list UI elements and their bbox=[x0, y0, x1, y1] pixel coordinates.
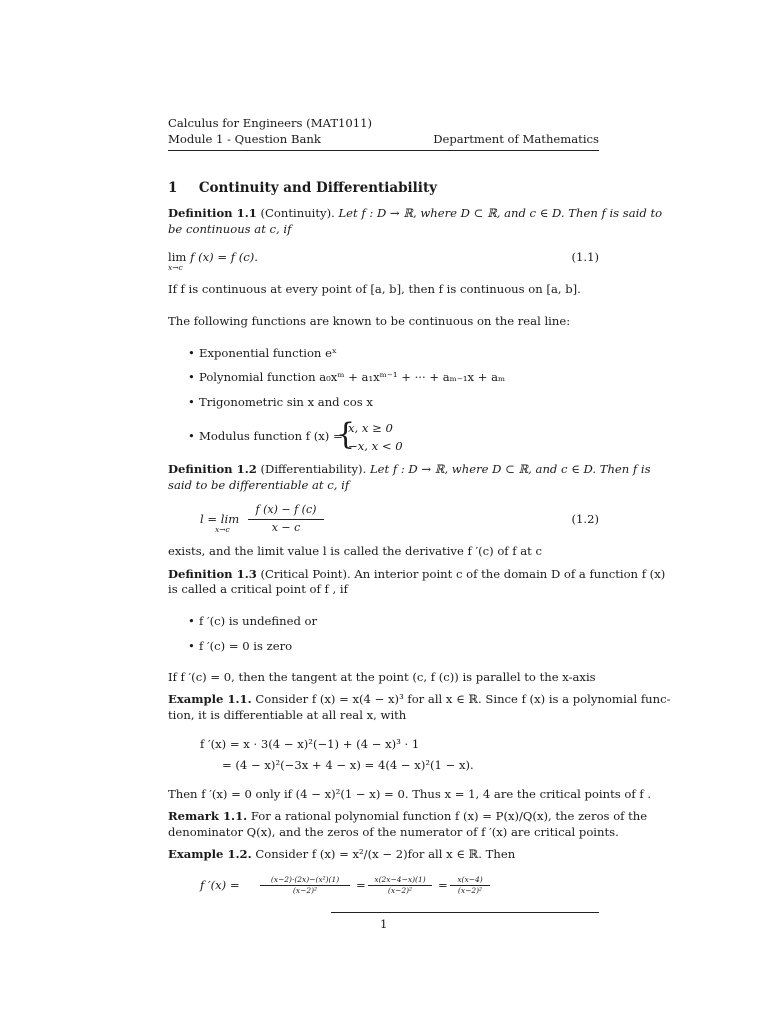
bullet-modulus-label: Modulus function f (x) = bbox=[199, 429, 343, 443]
def13-line1 bbox=[168, 567, 665, 581]
ex12-frac3-num: x(x−4) bbox=[457, 875, 483, 884]
def11-intro: The following functions are known to be continuous on the real line: bbox=[168, 314, 571, 328]
eq12-denominator: x − c bbox=[271, 521, 301, 534]
def11-line1 bbox=[168, 206, 662, 220]
eq12-sub: x→c bbox=[215, 525, 230, 534]
page-number: 1 bbox=[380, 917, 388, 931]
def13-bullet2: f ′(c) = 0 is zero bbox=[199, 639, 293, 653]
ex12-eq-sign: = bbox=[438, 878, 448, 892]
eq11-lim: lim bbox=[168, 250, 187, 264]
ex12-frac3-den: (x−2)² bbox=[457, 886, 483, 895]
header-module: Module 1 - Question Bank bbox=[168, 132, 321, 146]
def12-label: Definition 1.2 bbox=[168, 462, 257, 476]
eq12-lhs: l = lim bbox=[200, 512, 240, 526]
eq11-sub: x→c bbox=[168, 263, 183, 272]
def11-label: Definition 1.1 bbox=[168, 206, 257, 220]
bullet-exponential: Exponential function eˣ bbox=[199, 346, 337, 360]
bullet-marker: • bbox=[188, 429, 195, 443]
ex11-line2: tion, it is differentiable at all real x, with bbox=[168, 708, 407, 722]
def12-line2: said to be differentiable at c, if bbox=[168, 478, 350, 492]
eq12-fraction-bar bbox=[248, 519, 324, 520]
bullet-trig: Trigonometric sin x and cos x bbox=[199, 395, 373, 409]
ex12-frac1-num: (x−2)·(2x)−(x²)(1) bbox=[270, 875, 340, 884]
def13-label: Definition 1.3 bbox=[168, 567, 257, 581]
ex12-eq-sign: = bbox=[356, 878, 366, 892]
bullet-marker: • bbox=[188, 614, 195, 628]
brace-icon: { bbox=[336, 417, 356, 452]
def13-bullet1: f ′(c) is undefined or bbox=[199, 614, 318, 628]
ex12-label: Example 1.2. bbox=[168, 847, 252, 861]
section-number: 1 bbox=[168, 180, 178, 196]
def11-name: (Continuity). bbox=[260, 206, 335, 220]
section-heading bbox=[168, 180, 437, 196]
def11-text1: Let f : D → ℝ, where D ⊂ ℝ, and c ∈ D. Then f is said to bbox=[338, 206, 663, 220]
bullet-marker: • bbox=[188, 370, 195, 384]
ex11-label: Example 1.1. bbox=[168, 692, 252, 706]
ex12-text1: Consider f (x) = x²/(x − 2)for all x ∈ ℝ. Then bbox=[255, 847, 516, 861]
def12-text1: Let f : D → ℝ, where D ⊂ ℝ, and c ∈ D. Then f is bbox=[369, 462, 651, 476]
document-page bbox=[168, 0, 671, 1024]
bullet-marker: • bbox=[188, 395, 195, 409]
modulus-case2: −x, x < 0 bbox=[348, 439, 403, 453]
footer-rule bbox=[331, 912, 599, 913]
def13-line2: is called a critical point of f , if bbox=[168, 582, 348, 596]
def11-line2: be continuous at c, if bbox=[168, 222, 292, 236]
eq11-number: (1.1) bbox=[571, 250, 599, 264]
eq12-number: (1.2) bbox=[571, 512, 599, 526]
eq-1-1 bbox=[168, 250, 258, 264]
def12-name: (Differentiability). bbox=[260, 462, 367, 476]
rem11-label: Remark 1.1. bbox=[168, 809, 248, 823]
section-title: Continuity and Differentiability bbox=[198, 180, 438, 196]
header-rule bbox=[168, 150, 599, 151]
def13-after: If f ′(c) = 0, then the tangent at the point (c, f (c)) is parallel to the x-axis bbox=[168, 670, 596, 684]
ex11-eq1: f ′(x) = x · 3(4 − x)²(−1) + (4 − x)³ · 1 bbox=[200, 737, 420, 751]
eq11-rhs: f (x) = f (c). bbox=[190, 250, 258, 264]
ex11-eq2: = (4 − x)²(−3x + 4 − x) = 4(4 − x)²(1 − x). bbox=[222, 758, 474, 772]
header-course: Calculus for Engineers (MAT1011) bbox=[168, 116, 373, 130]
ex12-line1 bbox=[168, 847, 515, 861]
def13-text1: An interior point c of the domain D of a function f (x) bbox=[354, 567, 666, 581]
def13-name: (Critical Point). bbox=[260, 567, 351, 581]
bullet-polynomial: Polynomial function a₀xᵐ + a₁xᵐ⁻¹ + ··· + aₘ₋₁x + aₘ bbox=[199, 370, 506, 384]
ex12-frac1-den: (x−2)² bbox=[292, 886, 318, 895]
rem11-line1 bbox=[168, 809, 647, 823]
bullet-marker: • bbox=[188, 346, 195, 360]
eq12-numerator: f (x) − f (c) bbox=[255, 503, 317, 516]
modulus-case1: x, x ≥ 0 bbox=[348, 421, 393, 435]
ex12-frac2-den: (x−2)² bbox=[387, 886, 413, 895]
rem11-text1: For a rational polynomial function f (x) = P(x)/Q(x), the zeros of the bbox=[250, 809, 648, 823]
def12-line1 bbox=[168, 462, 651, 476]
ex12-frac2-num: x(2x−4−x)(1) bbox=[374, 875, 426, 884]
ex11-after: Then f ′(x) = 0 only if (4 − x)²(1 − x) = 0. Thus x = 1, 4 are the critical points of f . bbox=[168, 787, 652, 801]
ex12-eq-lhs: f ′(x) = bbox=[200, 878, 240, 892]
def11-after: If f is continuous at every point of [a, b], then f is continuous on [a, b]. bbox=[168, 282, 581, 296]
ex11-text1: Consider f (x) = x(4 − x)³ for all x ∈ ℝ. Since f (x) is a polynomial func- bbox=[255, 692, 671, 706]
def12-after: exists, and the limit value l is called the derivative f ′(c) of f at c bbox=[168, 544, 543, 558]
bullet-marker: • bbox=[188, 639, 195, 653]
header-department: Department of Mathematics bbox=[433, 132, 599, 146]
rem11-line2: denominator Q(x), and the zeros of the numerator of f ′(x) are critical points. bbox=[168, 825, 619, 839]
ex11-line1 bbox=[168, 692, 671, 706]
